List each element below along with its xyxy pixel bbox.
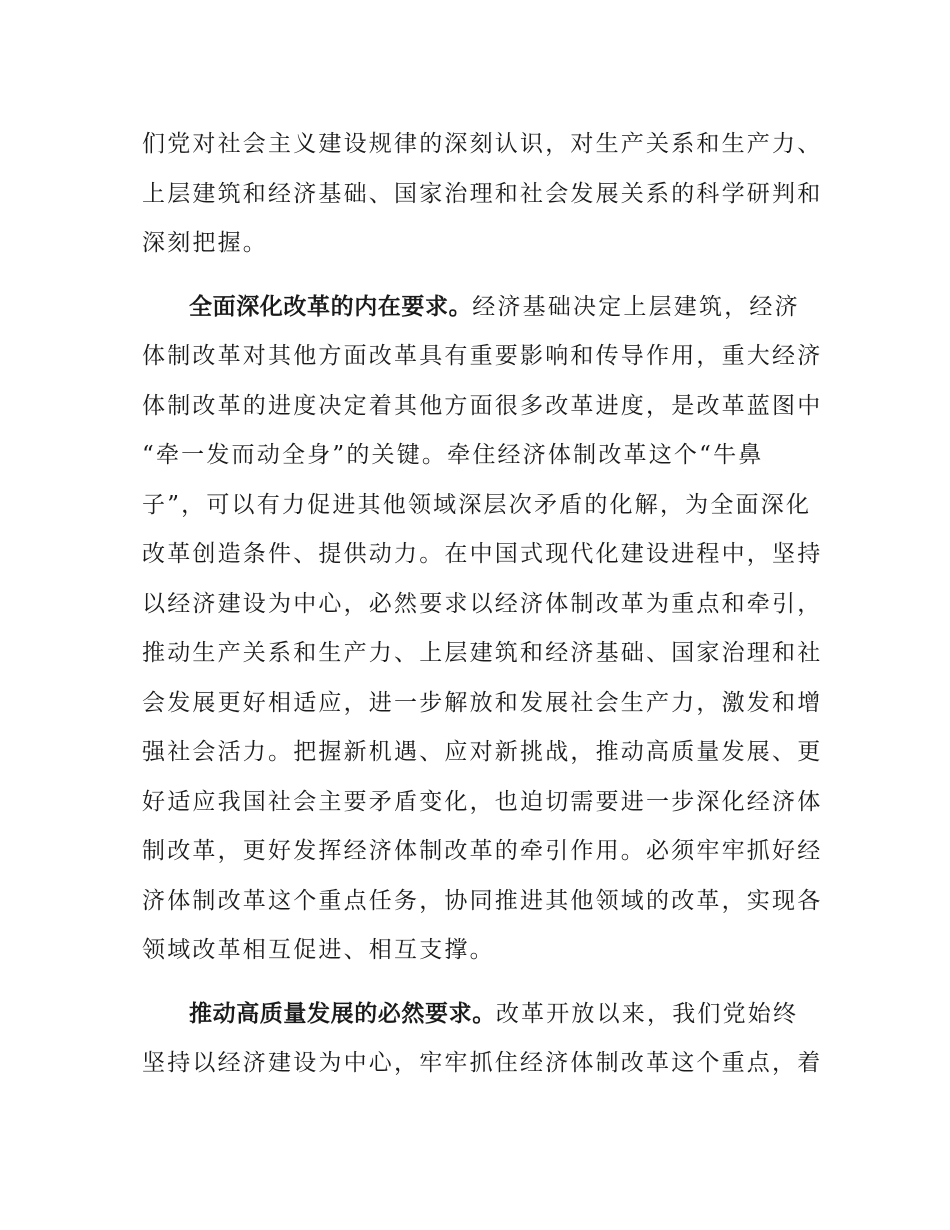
text-line: 深刻把握。 <box>142 230 268 256</box>
text-line: “牵一发而动全身”的关键。牵住经济体制改革这个“牛鼻 <box>142 442 764 468</box>
text-line: 会发展更好相适应，进一步解放和发展社会生产力，激发和增 <box>142 689 823 716</box>
article-body <box>142 120 823 1089</box>
paragraph-lead-heading: 推动高质量发展的必然要求。 <box>189 1000 496 1027</box>
paragraph-first-line <box>142 990 812 1040</box>
paragraph-first-line <box>142 283 812 333</box>
text-line: 体制改革的进度决定着其他方面很多改革进度，是改革蓝图中 <box>142 392 823 419</box>
paragraph-2 <box>142 283 823 976</box>
text-line: 济体制改革这个重点任务，协同推进其他领域的改革，实现各 <box>142 887 823 914</box>
paragraph-spacer <box>142 976 812 990</box>
text-line: 改革创造条件、提供动力。在中国式现代化建设进程中，坚持 <box>142 541 823 567</box>
paragraph-3 <box>142 990 823 1089</box>
text-line: 们党对社会主义建设规律的深刻认识，对生产关系和生产力、 <box>142 131 823 157</box>
text-line: 领域改革相互促进、相互支撑。 <box>142 937 495 963</box>
text-line: 制改革，更好发挥经济体制改革的牵引作用。必须牢牢抓好经 <box>142 838 823 864</box>
paragraph-1 <box>142 120 823 269</box>
text-line: 好适应我国社会主要矛盾变化，也迫切需要进一步深化经济体 <box>142 788 823 815</box>
text-line: 强社会活力。把握新机遇、应对新挑战，推动高质量发展、更 <box>142 739 823 765</box>
text-line: 坚持以经济建设为中心，牢牢抓住经济体制改革这个重点，着 <box>142 1050 823 1076</box>
text-line: 上层建筑和经济基础、国家治理和社会发展关系的科学研判和 <box>142 180 823 207</box>
first-line-text: 改革开放以来，我们党始终 <box>495 1000 799 1027</box>
first-line-text: 经济基础决定上层建筑，经济 <box>472 293 800 320</box>
paragraph-lead-heading: 全面深化改革的内在要求。 <box>189 293 473 320</box>
text-line: 以经济建设为中心，必然要求以经济体制改革为重点和牵引， <box>142 590 823 617</box>
text-line: 体制改革对其他方面改革具有重要影响和传导作用，重大经济 <box>142 343 823 369</box>
text-line: 推动生产关系和生产力、上层建筑和经济基础、国家治理和社 <box>142 640 823 666</box>
text-line: 子”，可以有力促进其他领域深层次矛盾的化解，为全面深化 <box>142 491 812 518</box>
paragraph-spacer <box>142 269 812 283</box>
